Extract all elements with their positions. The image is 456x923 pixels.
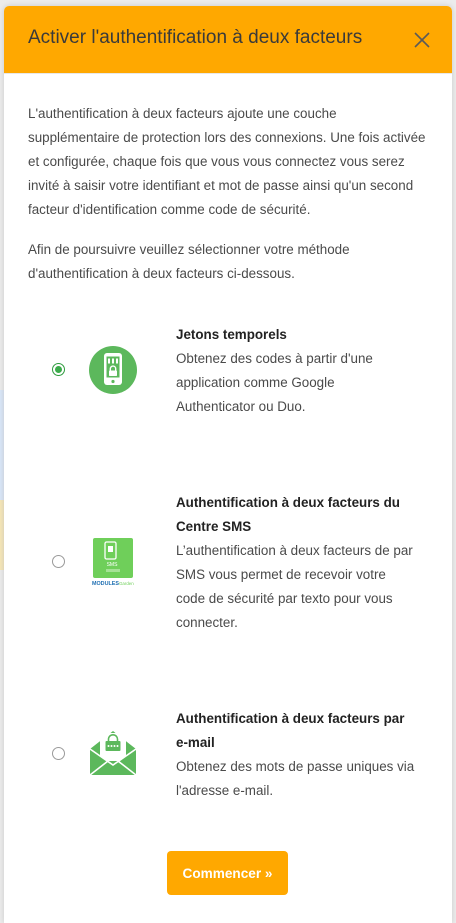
email-radio[interactable] <box>52 747 65 760</box>
option-description: Obtenez des mots de passe uniques via l'adresse e-mail. <box>176 759 415 798</box>
option-description: Obtenez des codes à partir d'une application comme Google Authenticator ou Duo. <box>176 351 373 414</box>
phone-token-icon <box>88 345 138 395</box>
option-title: Authentification à deux facteurs par e-mail <box>176 711 405 750</box>
modal-header <box>4 6 452 74</box>
email-envelope-icon <box>88 727 138 777</box>
intro-paragraph: L'authentification à deux facteurs ajoute une couche supplémentaire de protection lors des connexions. Une fois activée et configurée, chaque fois que vous vous connectez vous serez invité à saisir votre identifiant et mot de passe ainsi qu'un second facteur d'identification comme code de sécurité. <box>28 106 426 217</box>
sms-center-radio[interactable] <box>52 555 65 568</box>
instruction-paragraph: Afin de poursuivre veuillez sélectionner votre méthode d'authentification à deux facteurs ci-dessous. <box>28 242 350 281</box>
brand-logo-suffix: Garden <box>119 581 134 586</box>
close-button[interactable] <box>412 30 432 50</box>
close-icon <box>412 30 432 50</box>
modal-title: Activer l'authentification à deux facteurs <box>28 27 363 48</box>
sms-icon-label: SMS <box>106 562 118 568</box>
option-title: Jetons temporels <box>176 327 287 342</box>
option-description: L’authentification à deux facteurs de par SMS vous permet de recevoir votre code de sécurité par texto pour vous connecter. <box>176 543 413 630</box>
sms-center-icon <box>88 538 138 588</box>
brand-logo-text: MODULES <box>92 581 119 587</box>
option-title: Authentification à deux facteurs du Centre SMS <box>176 495 400 534</box>
start-button[interactable]: Commencer » <box>167 851 288 895</box>
two-factor-modal <box>4 6 452 923</box>
time-tokens-radio[interactable] <box>52 363 65 376</box>
